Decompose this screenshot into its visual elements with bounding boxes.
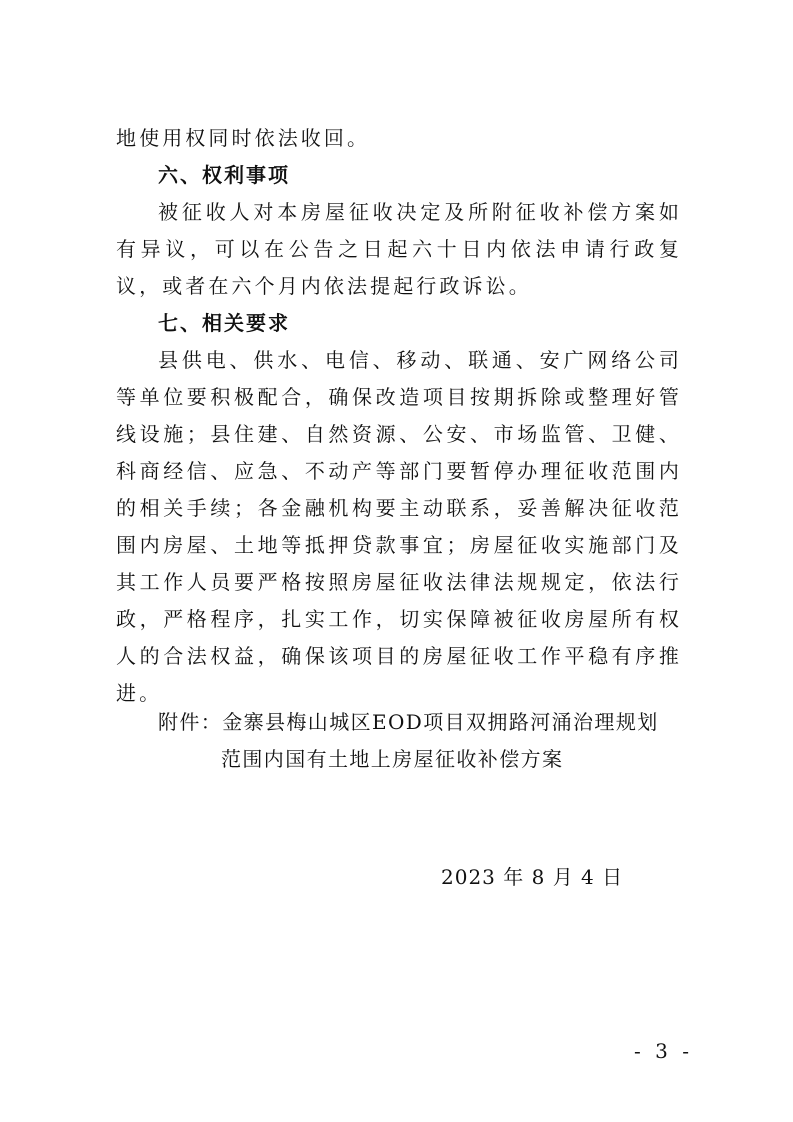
section-heading-requirements: 七、相关要求 — [158, 311, 290, 335]
attachment-line-1: 附件：金寨县梅山城区EOD项目双拥路河涌治理规划 — [158, 710, 659, 734]
document-date: 2023 年 8 月 4 日 — [441, 865, 624, 889]
attachment-line-2: 范围内国有土地上房屋征收补偿方案 — [221, 747, 564, 771]
carryover-paragraph: 地使用权同时依法收回。 — [116, 126, 371, 150]
rights-paragraph: 被征收人对本房屋征收决定及所附征收补偿方案如有异议，可以在公告之日起六十日内依法申请行政复议，或者在六个月内依法提起行政诉讼。 — [116, 200, 682, 298]
section-heading-rights: 六、权利事项 — [158, 163, 290, 187]
requirements-paragraph: 县供电、供水、电信、移动、联通、安广网络公司等单位要积极配合，确保改造项目按期拆除或整理好管线设施；县住建、自然资源、公安、市场监管、卫健、科商经信、应急、不动产等部门要暂停办理征收范围内的相关手续；各金融机构要主动联系，妥善解决征收范围内房屋、土地等抵押贷款事宜；房屋征收实施部门及其工作人员要严格按照房屋征收法律法规规定，依法行政，严格程序，扎实工作，切实保障被征收房屋所有权人的合法权益，确保该项目的房屋征收工作平稳有序推进。 — [116, 348, 682, 705]
page-number: - 3 - — [634, 1039, 693, 1063]
